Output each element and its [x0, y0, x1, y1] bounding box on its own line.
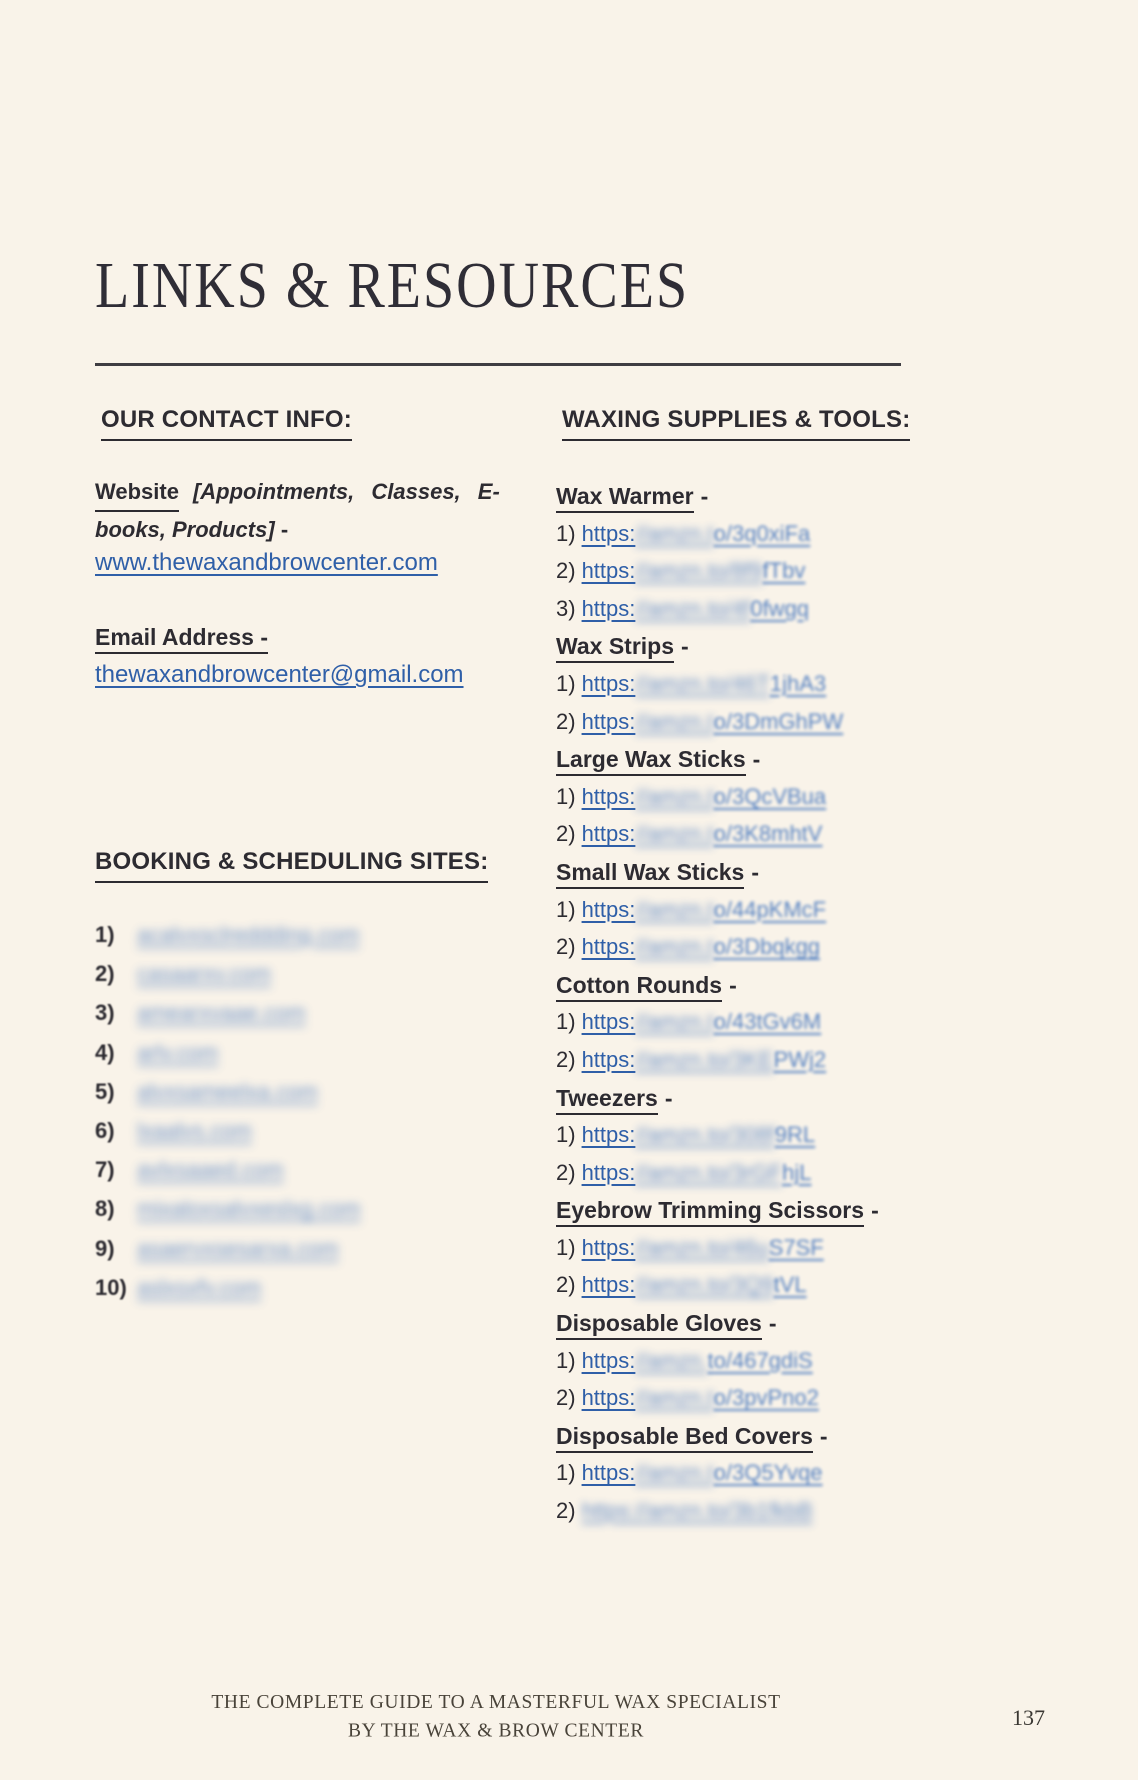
supply-category-name: Large Wax Sticks	[556, 746, 746, 776]
supply-link-number: 1)	[556, 1347, 576, 1373]
supply-category	[556, 1197, 956, 1235]
supply-category-name: Cotton Rounds	[556, 972, 722, 1002]
booking-link-blurred[interactable]: amearxvaae.com	[137, 1000, 306, 1026]
supply-link-row	[556, 1460, 956, 1498]
supply-category-dash: -	[700, 483, 709, 509]
supply-link[interactable]: https://amzn.to/46T1jhA3	[581, 670, 827, 696]
email-label-wrap	[95, 624, 268, 654]
supplies-heading: WAXING SUPPLIES & TOOLS:	[562, 406, 910, 441]
supply-link[interactable]: https://amzn.to/467gdiS	[581, 1347, 813, 1373]
supply-link-number: 3)	[556, 595, 576, 621]
supply-category-name: Tweezers	[556, 1085, 658, 1115]
supply-category-dash: -	[681, 633, 689, 660]
contact-info-section	[101, 406, 352, 441]
supply-category	[556, 1085, 956, 1123]
supply-link-number: 2)	[556, 821, 576, 847]
supply-link[interactable]: https://amzn.to/3Dbqkgg	[581, 934, 821, 960]
supplies-list	[556, 483, 956, 1536]
supply-category-dash: -	[752, 746, 761, 773]
supply-category-name: Wax Strips	[556, 633, 674, 663]
booking-heading: BOOKING & SCHEDULING SITES:	[95, 848, 488, 883]
booking-item	[95, 1236, 515, 1275]
supply-link-number: 2)	[556, 1385, 576, 1411]
booking-list	[95, 922, 515, 1314]
booking-item-number: 4)	[95, 1039, 115, 1065]
title-divider	[95, 363, 901, 366]
supply-link-row	[556, 1160, 956, 1198]
booking-link-blurred[interactable]: avlxsaaed.com	[137, 1157, 284, 1183]
supply-link-row	[556, 934, 956, 972]
website-line-2	[95, 512, 510, 547]
booking-link-blurred[interactable]: lxaalvs.com	[137, 1117, 252, 1143]
booking-item-number: 6)	[95, 1117, 115, 1143]
booking-item	[95, 1000, 515, 1039]
booking-item-number: 3)	[95, 1000, 115, 1026]
supply-category	[556, 859, 956, 897]
supply-category-dash: -	[729, 971, 737, 998]
supply-category-name: Wax Warmer	[556, 483, 694, 513]
supply-category-dash: -	[664, 1084, 673, 1111]
supply-category-dash: -	[768, 1310, 777, 1337]
supply-link-number: 2)	[556, 1159, 576, 1185]
supply-link-number: 1)	[556, 1234, 576, 1260]
supply-link[interactable]: https://amzn.to/3QcVBua	[581, 783, 827, 809]
supply-link-number: 1)	[556, 783, 576, 809]
booking-item-number: 8)	[95, 1196, 115, 1222]
supply-link-row	[556, 784, 956, 822]
booking-item	[95, 961, 515, 1000]
booking-link-blurred[interactable]: acalvxsclreddding.com	[137, 922, 360, 947]
supply-link-row	[556, 521, 956, 559]
supply-link[interactable]: https://amzn.to/3Q5Yvqe	[581, 1460, 823, 1486]
supply-link[interactable]: https://amzn.to/43tGv6M	[581, 1009, 822, 1035]
page-number: 137	[1012, 1705, 1045, 1730]
booking-link-blurred[interactable]: aslxsxfv.com	[137, 1274, 262, 1300]
website-note-line1: [Appointments, Classes, E-	[192, 479, 500, 504]
booking-item	[95, 1157, 515, 1196]
footer-line-2: BY THE WAX & BROW CENTER	[348, 1719, 644, 1742]
supply-link-row	[556, 1498, 956, 1536]
supply-category-name: Disposable Bed Covers	[556, 1423, 813, 1453]
website-url-link[interactable]: www.thewaxandbrowcenter.com	[95, 549, 438, 576]
supply-link[interactable]: https://amzn.to/3Q9tVL	[581, 1272, 807, 1298]
supply-category-name: Small Wax Sticks	[556, 859, 744, 889]
supply-category-dash: -	[819, 1422, 828, 1449]
supply-link-number: 2)	[556, 708, 576, 734]
website-note-line2: books, Products]	[95, 517, 275, 542]
supply-category	[556, 483, 956, 521]
supply-category-dash: -	[751, 858, 760, 885]
supply-category-name: Eyebrow Trimming Scissors	[556, 1197, 864, 1227]
supply-link-row	[556, 596, 956, 634]
supply-link[interactable]: https://amzn.to/44pKMcF	[581, 896, 827, 922]
supply-category	[556, 1423, 956, 1461]
footer	[0, 1688, 992, 1745]
booking-item	[95, 1079, 515, 1118]
booking-link-blurred[interactable]: casaarxv.com	[137, 961, 272, 987]
booking-item-number: 10)	[95, 1274, 127, 1300]
supply-link[interactable]: https://amzn.to/308f9RL	[581, 1122, 816, 1148]
supply-link-row	[556, 1047, 956, 1085]
booking-link-blurred[interactable]: asaervxsesarxa.com	[137, 1235, 339, 1261]
booking-item	[95, 1040, 515, 1079]
supply-link-row	[556, 671, 956, 709]
supply-link-row	[556, 1235, 956, 1273]
supply-category	[556, 1310, 956, 1348]
footer-line-1: THE COMPLETE GUIDE TO A MASTERFUL WAX SPECIALIST	[211, 1691, 781, 1714]
booking-item	[95, 1196, 515, 1235]
booking-item	[95, 922, 515, 961]
supply-link-row	[556, 558, 956, 596]
supply-category	[556, 633, 956, 671]
supply-link-number: 1)	[556, 896, 576, 922]
supply-link-row	[556, 1122, 956, 1160]
supply-link[interactable]: https://amzn.to/8f9fTbv	[581, 558, 806, 584]
supply-link-number: 2)	[556, 1498, 576, 1524]
booking-item-number: 1)	[95, 922, 115, 947]
booking-item-number: 9)	[95, 1235, 115, 1261]
supply-link-row	[556, 821, 956, 859]
booking-link-blurred[interactable]: mixaloxsalvxeslxg.com	[137, 1196, 361, 1222]
supply-category	[556, 972, 956, 1010]
supply-category-dash: -	[871, 1197, 879, 1224]
supply-category-name: Disposable Gloves	[556, 1310, 762, 1340]
supply-link[interactable]: https://amzn.to/46uS7SF	[581, 1234, 824, 1260]
supply-link[interactable]: https://amzn.to/3q0xiFa	[581, 520, 811, 546]
supply-link[interactable]: https://amzn.to/3DmGhPW	[581, 708, 844, 734]
booking-item-number: 2)	[95, 961, 115, 987]
supply-link-row	[556, 1009, 956, 1047]
booking-item-number: 7)	[95, 1157, 115, 1183]
supplies-section	[562, 406, 910, 441]
booking-link-blurred[interactable]: alvxsameelxa.com	[137, 1078, 318, 1104]
website-line-1	[95, 474, 510, 512]
supply-link-number: 2)	[556, 1046, 576, 1072]
supply-link-number: 2)	[556, 558, 576, 584]
supply-link[interactable]: https://amzn.to/4f0fwgq	[581, 595, 810, 621]
website-dash: -	[280, 517, 289, 542]
supply-link-number: 1)	[556, 1460, 576, 1486]
booking-item-number: 5)	[95, 1078, 115, 1104]
booking-item	[95, 1118, 515, 1157]
supply-link[interactable]: https://amzn.to/3pvPno2	[581, 1385, 819, 1411]
supply-link-number: 1)	[556, 670, 576, 696]
email-label: Email Address -	[95, 624, 268, 654]
booking-section	[95, 848, 488, 883]
contact-info-heading: OUR CONTACT INFO:	[101, 406, 352, 441]
booking-link-blurred[interactable]: arlv.com	[137, 1039, 219, 1065]
supply-link-number: 1)	[556, 1009, 576, 1035]
supply-link-number: 2)	[556, 1272, 576, 1298]
website-block	[95, 474, 510, 547]
page-title: LINKS & RESOURCES	[95, 249, 690, 323]
booking-item	[95, 1275, 515, 1314]
supply-link-row	[556, 1272, 956, 1310]
email-address-link[interactable]: thewaxandbrowcenter@gmail.com	[95, 661, 464, 688]
website-label: Website	[95, 474, 179, 512]
supply-link[interactable]: https://amzn.to/3rGFhjL	[581, 1159, 812, 1185]
supply-link[interactable]: https://amzn.to/3b1fkbB	[581, 1498, 813, 1524]
supply-link-row	[556, 897, 956, 935]
supply-link-number: 1)	[556, 1122, 576, 1148]
supply-category	[556, 746, 956, 784]
supply-link[interactable]: https://amzn.to/3KEPWj2	[581, 1046, 827, 1072]
supply-link-number: 2)	[556, 934, 576, 960]
supply-link-row	[556, 709, 956, 747]
supply-link-number: 1)	[556, 520, 576, 546]
supply-link-row	[556, 1348, 956, 1386]
supply-link[interactable]: https://amzn.to/3K8mhtV	[581, 821, 823, 847]
supply-link-row	[556, 1385, 956, 1423]
